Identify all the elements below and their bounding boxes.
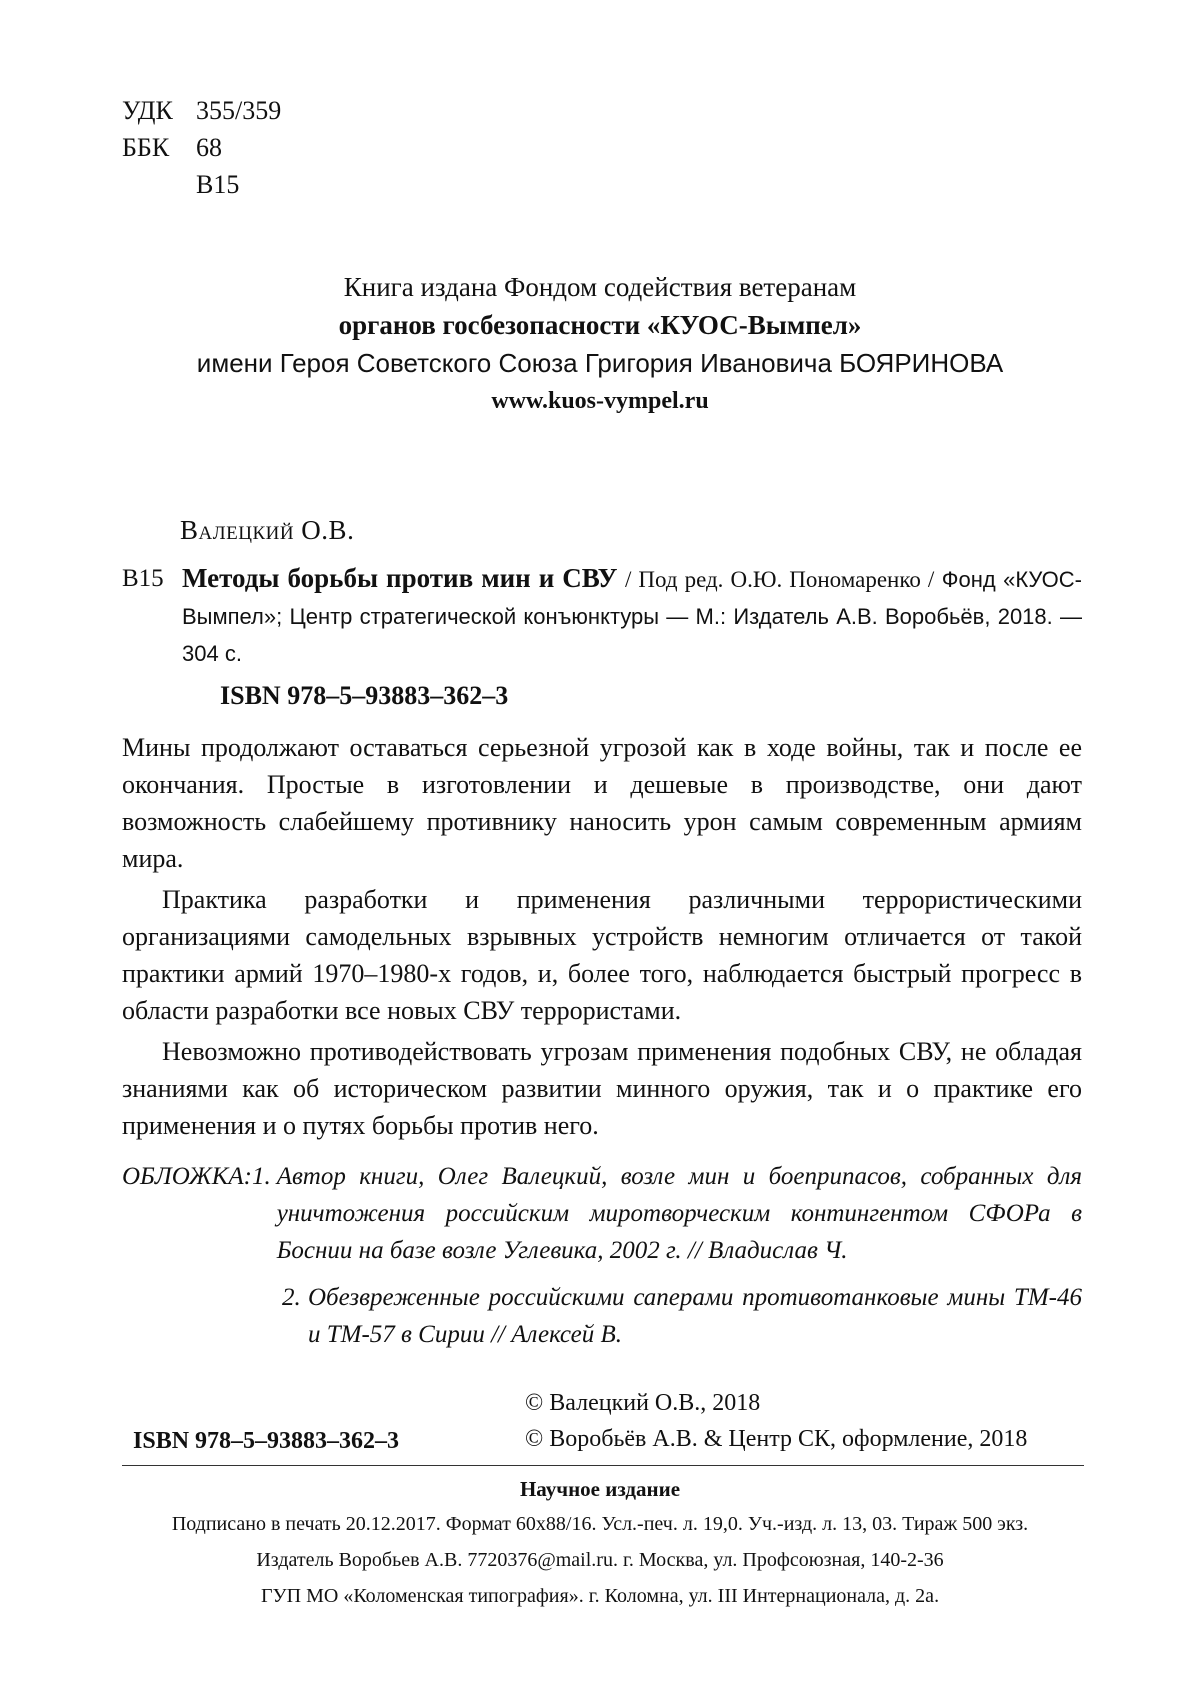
book-editor: / Под ред. О.Ю. Пономаренко /	[624, 567, 935, 592]
cover-item-number: 2.	[282, 1284, 301, 1311]
author-name-text: Валецкий О.В.	[180, 515, 355, 545]
cover-item-text: Обезвреженные российскими саперами противотанковые мины ТМ-46 и ТМ-57 в Сирии // Алексей В.	[308, 1284, 1082, 1348]
author-mark: В15	[196, 170, 240, 199]
imprint-line-2: Издатель Воробьев А.В. 7720376@mail.ru. г. Москва, ул. Профсоюзная, 140-2-36	[256, 1549, 944, 1571]
abstract-paragraph: Невозможно противодействовать угрозам применения подобных СВУ, не обладая знаниями как об историческом развитии минного оружия, так и о практике его применения и о путях борьбы против него.	[122, 1037, 1082, 1140]
abstract-paragraph: Практика разработки и применения различными террористическими организациями самодельных взрывных устройств немногим отличается от такой практики армий 1970–1980-х годов, и, более того, наблюдается быстрый прогресс в области разработки все новых СВУ террористами.	[122, 885, 1082, 1025]
cover-notes	[122, 1158, 1082, 1353]
biblio-code: В15	[122, 565, 164, 592]
divider-rule	[122, 1465, 1084, 1466]
bbk-line	[122, 129, 222, 166]
cover-label: ОБЛОЖКА:	[122, 1163, 252, 1190]
publisher-line-1: Книга издана Фондом содействия ветеранам	[343, 272, 857, 302]
publisher-line-3: имени Героя Советского Союза Григория Ивановича БОЯРИНОВА	[196, 348, 1004, 378]
abstract	[122, 729, 1082, 1148]
imprint-title: Научное издание	[519, 1477, 681, 1501]
cover-note-2	[282, 1279, 1082, 1353]
imprint-line-1: Подписано в печать 20.12.2017. Формат 60х88/16. Усл.-печ. л. 19,0. Уч.-изд. л. 13, 03. Тираж 500 экз.	[171, 1513, 1029, 1535]
isbn-main: ISBN 978–5–93883–362–3	[220, 681, 509, 710]
book-title: Методы борьбы против мин и СВУ	[182, 563, 618, 593]
isbn-footer: ISBN 978–5–93883–362–3	[133, 1428, 400, 1454]
udk-line	[122, 92, 281, 129]
bbk-label: ББК	[122, 133, 170, 162]
abstract-paragraph: Мины продолжают оставаться серьезной угрозой как в ходе войны, так и после ее окончания. Простые в изготовлении и дешевые в производстве, они дают возможность слабейшему противнику наносить урон самым современным армиям мира.	[122, 733, 1082, 873]
cover-note-1	[122, 1158, 1082, 1269]
bbk-value: 68	[196, 133, 222, 162]
copyright-line-1: © Валецкий О.В., 2018	[525, 1390, 761, 1416]
cover-item-number: 1.	[251, 1163, 271, 1190]
author-name	[180, 515, 354, 546]
publisher-url: www.kuos-vympel.ru	[491, 388, 709, 414]
publisher-line-2: органов госбезопасности «КУОС-Вымпел»	[338, 310, 862, 340]
cover-item-text: Автор книги, Олег Валецкий, возле мин и боеприпасов, собранных для уничтожения российским миротворческим контингентом СФОРа в Боснии на базе возле Углевика, 2002 г. // Владислав Ч.	[276, 1163, 1082, 1264]
book-publication-details: Фонд «КУОС-Вымпел»; Центр стратегической конъюнктуры — М.: Издатель А.В. Воробьёв, 2018. — 304 с.	[182, 567, 1083, 666]
udk-label: УДК	[122, 96, 173, 125]
biblio-text	[182, 560, 1082, 672]
copyright-line-2: © Воробьёв А.В. & Центр СК, оформление, 2018	[525, 1426, 1028, 1452]
udk-value: 355/359	[196, 96, 282, 125]
bibliographic-entry	[122, 560, 1082, 672]
imprint-line-3: ГУП МО «Коломенская типография». г. Коломна, ул. III Интернационала, д. 2а.	[260, 1585, 940, 1607]
